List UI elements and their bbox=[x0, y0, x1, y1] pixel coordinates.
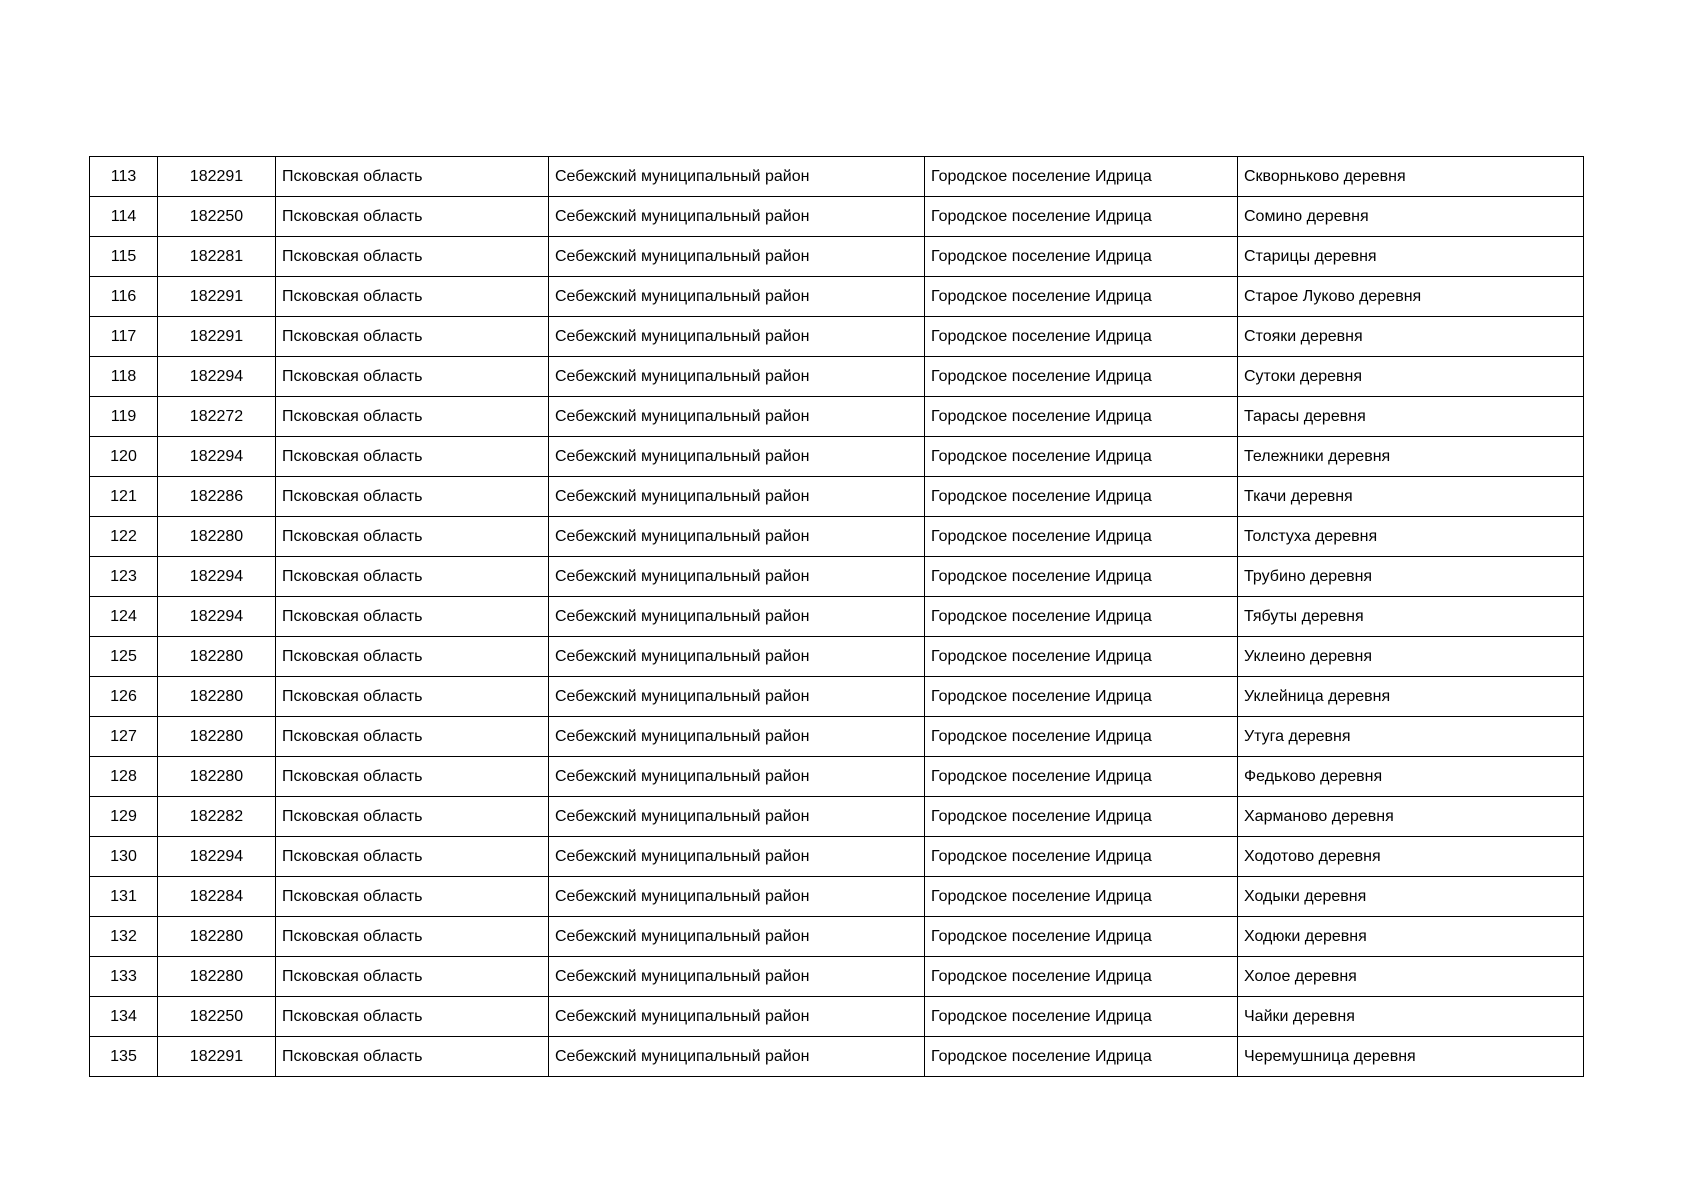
postal-code-cell: 182280 bbox=[158, 517, 276, 557]
row-number-cell: 134 bbox=[90, 997, 158, 1037]
region-cell: Псковская область bbox=[276, 277, 549, 317]
settlement-cell: Городское поселение Идрица bbox=[925, 157, 1238, 197]
region-cell: Псковская область bbox=[276, 957, 549, 997]
locality-cell: Тябуты деревня bbox=[1238, 597, 1584, 637]
table-row bbox=[90, 637, 1584, 677]
document-page bbox=[89, 156, 1584, 1077]
settlement-cell: Городское поселение Идрица bbox=[925, 677, 1238, 717]
row-number-cell: 119 bbox=[90, 397, 158, 437]
table-row bbox=[90, 277, 1584, 317]
table-body bbox=[90, 157, 1584, 1077]
region-cell: Псковская область bbox=[276, 997, 549, 1037]
district-cell: Себежский муниципальный район bbox=[549, 677, 925, 717]
district-cell: Себежский муниципальный район bbox=[549, 877, 925, 917]
postal-code-cell: 182250 bbox=[158, 197, 276, 237]
locality-cell: Чайки деревня bbox=[1238, 997, 1584, 1037]
table-row bbox=[90, 157, 1584, 197]
region-cell: Псковская область bbox=[276, 597, 549, 637]
postal-code-cell: 182294 bbox=[158, 837, 276, 877]
region-cell: Псковская область bbox=[276, 517, 549, 557]
district-cell: Себежский муниципальный район bbox=[549, 477, 925, 517]
settlement-cell: Городское поселение Идрица bbox=[925, 517, 1238, 557]
district-cell: Себежский муниципальный район bbox=[549, 437, 925, 477]
district-cell: Себежский муниципальный район bbox=[549, 157, 925, 197]
settlement-cell: Городское поселение Идрица bbox=[925, 837, 1238, 877]
region-cell: Псковская область bbox=[276, 717, 549, 757]
district-cell: Себежский муниципальный район bbox=[549, 517, 925, 557]
settlement-cell: Городское поселение Идрица bbox=[925, 957, 1238, 997]
district-cell: Себежский муниципальный район bbox=[549, 197, 925, 237]
settlement-cell: Городское поселение Идрица bbox=[925, 637, 1238, 677]
locality-cell: Толстуха деревня bbox=[1238, 517, 1584, 557]
settlement-cell: Городское поселение Идрица bbox=[925, 757, 1238, 797]
locality-cell: Старое Луково деревня bbox=[1238, 277, 1584, 317]
locality-cell: Ходотово деревня bbox=[1238, 837, 1584, 877]
settlement-cell: Городское поселение Идрица bbox=[925, 557, 1238, 597]
settlement-cell: Городское поселение Идрица bbox=[925, 917, 1238, 957]
table-row bbox=[90, 237, 1584, 277]
settlement-cell: Городское поселение Идрица bbox=[925, 597, 1238, 637]
locality-cell: Черемушница деревня bbox=[1238, 1037, 1584, 1077]
locality-cell: Тарасы деревня bbox=[1238, 397, 1584, 437]
locality-cell: Ходыки деревня bbox=[1238, 877, 1584, 917]
table-row bbox=[90, 957, 1584, 997]
locality-cell: Федьково деревня bbox=[1238, 757, 1584, 797]
region-cell: Псковская область bbox=[276, 637, 549, 677]
locality-cell: Скворньково деревня bbox=[1238, 157, 1584, 197]
region-cell: Псковская область bbox=[276, 677, 549, 717]
region-cell: Псковская область bbox=[276, 317, 549, 357]
region-cell: Псковская область bbox=[276, 477, 549, 517]
region-cell: Псковская область bbox=[276, 237, 549, 277]
table-row bbox=[90, 477, 1584, 517]
region-cell: Псковская область bbox=[276, 877, 549, 917]
postal-code-cell: 182280 bbox=[158, 757, 276, 797]
settlement-cell: Городское поселение Идрица bbox=[925, 717, 1238, 757]
row-number-cell: 115 bbox=[90, 237, 158, 277]
region-cell: Псковская область bbox=[276, 757, 549, 797]
district-cell: Себежский муниципальный район bbox=[549, 277, 925, 317]
locality-cell: Трубино деревня bbox=[1238, 557, 1584, 597]
settlement-cell: Городское поселение Идрица bbox=[925, 237, 1238, 277]
postal-code-cell: 182280 bbox=[158, 637, 276, 677]
table-row bbox=[90, 917, 1584, 957]
row-number-cell: 129 bbox=[90, 797, 158, 837]
row-number-cell: 127 bbox=[90, 717, 158, 757]
locality-cell: Старицы деревня bbox=[1238, 237, 1584, 277]
postal-code-cell: 182280 bbox=[158, 957, 276, 997]
locality-cell: Утуга деревня bbox=[1238, 717, 1584, 757]
district-cell: Себежский муниципальный район bbox=[549, 837, 925, 877]
table-row bbox=[90, 557, 1584, 597]
region-cell: Псковская область bbox=[276, 797, 549, 837]
postal-code-cell: 182284 bbox=[158, 877, 276, 917]
table-row bbox=[90, 677, 1584, 717]
settlement-cell: Городское поселение Идрица bbox=[925, 357, 1238, 397]
row-number-cell: 124 bbox=[90, 597, 158, 637]
postal-code-cell: 182286 bbox=[158, 477, 276, 517]
row-number-cell: 114 bbox=[90, 197, 158, 237]
locality-cell: Уклеино деревня bbox=[1238, 637, 1584, 677]
table-row bbox=[90, 837, 1584, 877]
locality-cell: Уклейница деревня bbox=[1238, 677, 1584, 717]
district-cell: Себежский муниципальный район bbox=[549, 797, 925, 837]
locality-cell: Стояки деревня bbox=[1238, 317, 1584, 357]
row-number-cell: 126 bbox=[90, 677, 158, 717]
row-number-cell: 121 bbox=[90, 477, 158, 517]
district-cell: Себежский муниципальный район bbox=[549, 637, 925, 677]
district-cell: Себежский муниципальный район bbox=[549, 237, 925, 277]
table-row bbox=[90, 717, 1584, 757]
postal-code-cell: 182291 bbox=[158, 1037, 276, 1077]
row-number-cell: 131 bbox=[90, 877, 158, 917]
postal-code-cell: 182294 bbox=[158, 357, 276, 397]
row-number-cell: 123 bbox=[90, 557, 158, 597]
settlement-cell: Городское поселение Идрица bbox=[925, 397, 1238, 437]
region-cell: Псковская область bbox=[276, 397, 549, 437]
settlement-cell: Городское поселение Идрица bbox=[925, 317, 1238, 357]
postal-code-cell: 182280 bbox=[158, 677, 276, 717]
table-row bbox=[90, 357, 1584, 397]
district-cell: Себежский муниципальный район bbox=[549, 397, 925, 437]
region-cell: Псковская область bbox=[276, 837, 549, 877]
district-cell: Себежский муниципальный район bbox=[549, 717, 925, 757]
postal-code-cell: 182280 bbox=[158, 717, 276, 757]
table-row bbox=[90, 597, 1584, 637]
settlement-cell: Городское поселение Идрица bbox=[925, 277, 1238, 317]
district-cell: Себежский муниципальный район bbox=[549, 557, 925, 597]
row-number-cell: 128 bbox=[90, 757, 158, 797]
row-number-cell: 116 bbox=[90, 277, 158, 317]
settlement-cell: Городское поселение Идрица bbox=[925, 797, 1238, 837]
row-number-cell: 125 bbox=[90, 637, 158, 677]
row-number-cell: 113 bbox=[90, 157, 158, 197]
table-row bbox=[90, 877, 1584, 917]
district-cell: Себежский муниципальный район bbox=[549, 317, 925, 357]
table-row bbox=[90, 1037, 1584, 1077]
locality-cell: Тележники деревня bbox=[1238, 437, 1584, 477]
row-number-cell: 135 bbox=[90, 1037, 158, 1077]
row-number-cell: 130 bbox=[90, 837, 158, 877]
settlement-cell: Городское поселение Идрица bbox=[925, 437, 1238, 477]
settlement-cell: Городское поселение Идрица bbox=[925, 477, 1238, 517]
district-cell: Себежский муниципальный район bbox=[549, 997, 925, 1037]
row-number-cell: 117 bbox=[90, 317, 158, 357]
postal-code-cell: 182282 bbox=[158, 797, 276, 837]
row-number-cell: 122 bbox=[90, 517, 158, 557]
table-row bbox=[90, 797, 1584, 837]
postal-code-cell: 182272 bbox=[158, 397, 276, 437]
locality-cell: Сутоки деревня bbox=[1238, 357, 1584, 397]
postal-code-cell: 182250 bbox=[158, 997, 276, 1037]
settlement-cell: Городское поселение Идрица bbox=[925, 997, 1238, 1037]
table-row bbox=[90, 197, 1584, 237]
table-row bbox=[90, 757, 1584, 797]
locality-cell: Харманово деревня bbox=[1238, 797, 1584, 837]
settlement-cell: Городское поселение Идрица bbox=[925, 877, 1238, 917]
region-cell: Псковская область bbox=[276, 917, 549, 957]
postal-code-cell: 182294 bbox=[158, 557, 276, 597]
settlement-cell: Городское поселение Идрица bbox=[925, 1037, 1238, 1077]
region-cell: Псковская область bbox=[276, 357, 549, 397]
locality-cell: Сомино деревня bbox=[1238, 197, 1584, 237]
district-cell: Себежский муниципальный район bbox=[549, 597, 925, 637]
district-cell: Себежский муниципальный район bbox=[549, 957, 925, 997]
region-cell: Псковская область bbox=[276, 437, 549, 477]
region-cell: Псковская область bbox=[276, 157, 549, 197]
locality-cell: Холое деревня bbox=[1238, 957, 1584, 997]
district-cell: Себежский муниципальный район bbox=[549, 1037, 925, 1077]
postal-code-cell: 182291 bbox=[158, 317, 276, 357]
row-number-cell: 120 bbox=[90, 437, 158, 477]
region-cell: Псковская область bbox=[276, 197, 549, 237]
district-cell: Себежский муниципальный район bbox=[549, 917, 925, 957]
table-row bbox=[90, 517, 1584, 557]
postal-code-cell: 182280 bbox=[158, 917, 276, 957]
postal-code-cell: 182291 bbox=[158, 277, 276, 317]
postal-code-cell: 182294 bbox=[158, 597, 276, 637]
district-cell: Себежский муниципальный район bbox=[549, 757, 925, 797]
postal-code-cell: 182294 bbox=[158, 437, 276, 477]
row-number-cell: 133 bbox=[90, 957, 158, 997]
district-cell: Себежский муниципальный район bbox=[549, 357, 925, 397]
address-table bbox=[89, 156, 1584, 1077]
locality-cell: Ткачи деревня bbox=[1238, 477, 1584, 517]
region-cell: Псковская область bbox=[276, 1037, 549, 1077]
table-row bbox=[90, 997, 1584, 1037]
table-row bbox=[90, 397, 1584, 437]
table-row bbox=[90, 317, 1584, 357]
table-row bbox=[90, 437, 1584, 477]
locality-cell: Ходюки деревня bbox=[1238, 917, 1584, 957]
row-number-cell: 132 bbox=[90, 917, 158, 957]
postal-code-cell: 182291 bbox=[158, 157, 276, 197]
row-number-cell: 118 bbox=[90, 357, 158, 397]
settlement-cell: Городское поселение Идрица bbox=[925, 197, 1238, 237]
region-cell: Псковская область bbox=[276, 557, 549, 597]
postal-code-cell: 182281 bbox=[158, 237, 276, 277]
